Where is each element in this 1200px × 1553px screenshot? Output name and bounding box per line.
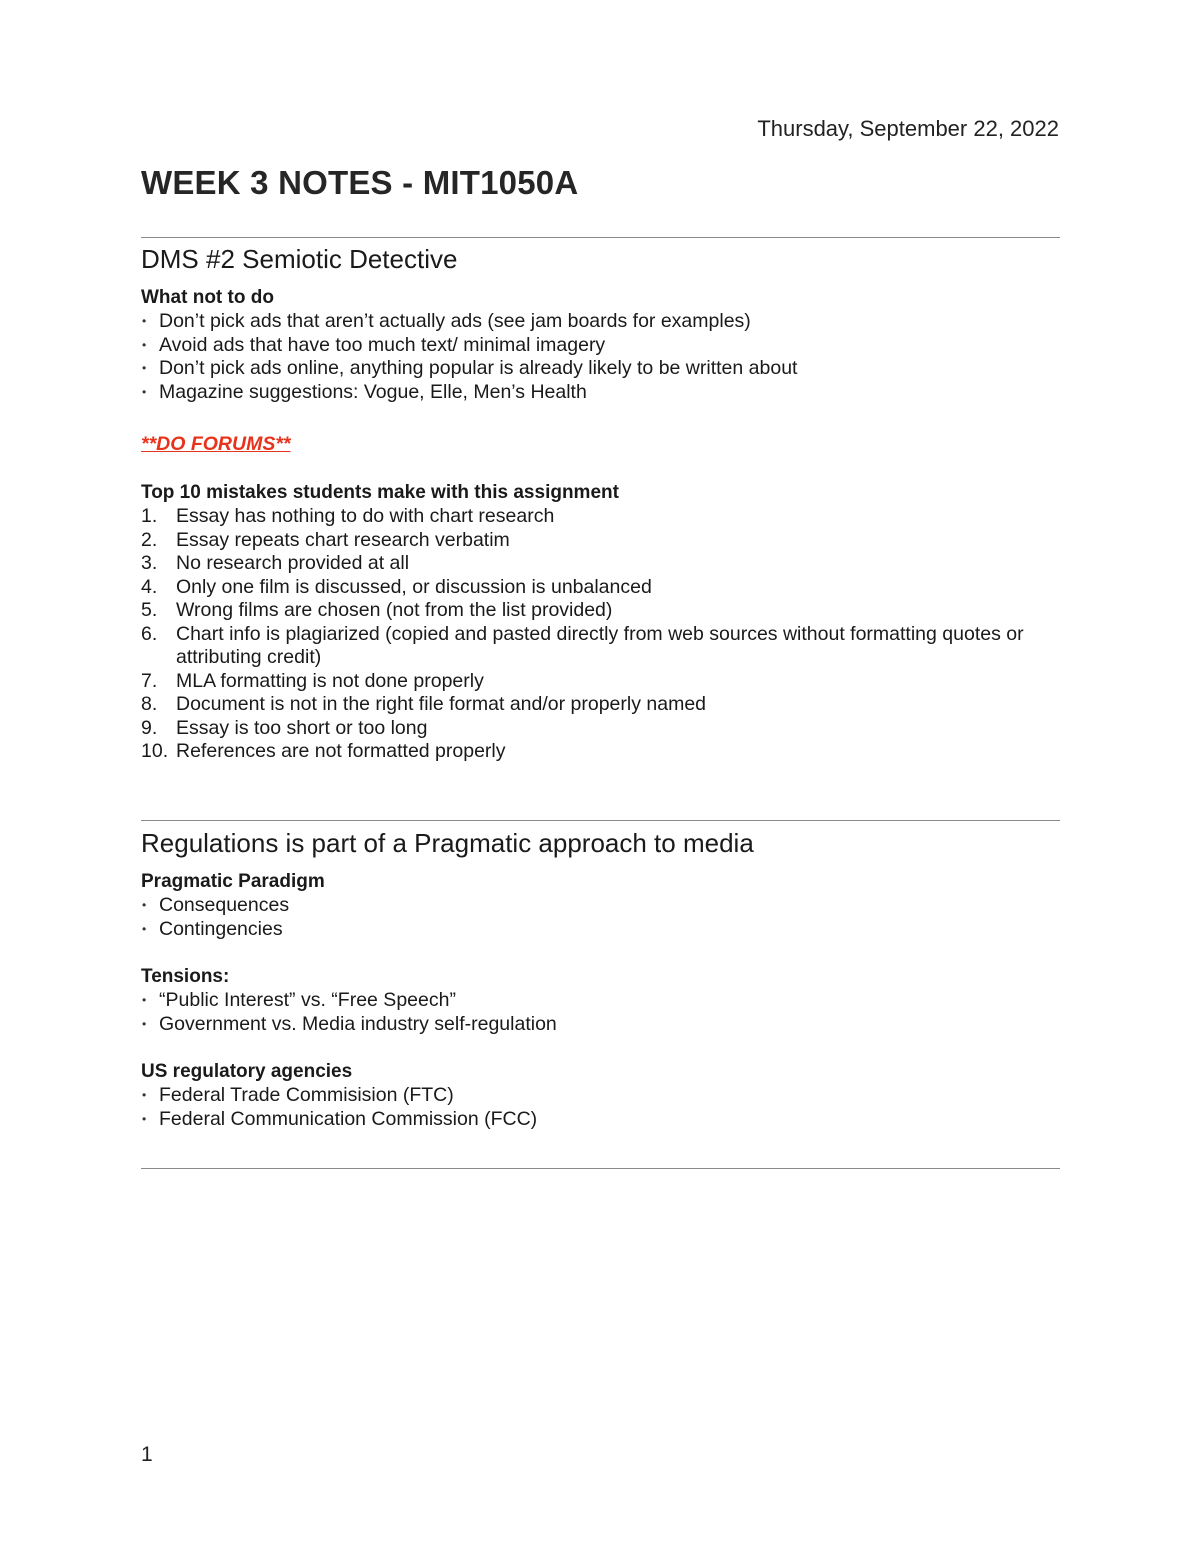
page-number: 1 bbox=[141, 1443, 153, 1466]
list-item: • Consequences bbox=[142, 894, 290, 916]
bullet-icon: • bbox=[142, 993, 147, 1007]
bullet-icon: • bbox=[142, 1088, 147, 1102]
list-item: • Government vs. Media industry self-regulation bbox=[142, 1012, 557, 1035]
paradigm-list bbox=[141, 894, 1060, 941]
what-not-heading: What not to do bbox=[141, 287, 274, 308]
list-item: • Magazine suggestions: Vogue, Elle, Men’s Health bbox=[142, 380, 587, 403]
agencies-heading: US regulatory agencies bbox=[141, 1061, 353, 1082]
bullet-icon: • bbox=[142, 921, 147, 936]
mistakes-heading: Top 10 mistakes students make with this assignment bbox=[141, 482, 619, 503]
bullet-icon: • bbox=[142, 1111, 147, 1126]
what-not-list bbox=[141, 310, 1060, 404]
agencies-list bbox=[141, 1084, 1060, 1131]
bullet-icon: • bbox=[142, 1016, 147, 1031]
page-title: WEEK 3 NOTES - MIT1050A bbox=[141, 164, 579, 201]
list-item: 5. Wrong films are chosen (not from the list provided) bbox=[141, 599, 613, 621]
tensions-heading: Tensions: bbox=[141, 966, 230, 987]
tensions-list bbox=[141, 989, 1060, 1036]
list-item: • Avoid ads that have too much text/ minimal imagery bbox=[142, 333, 606, 356]
section-heading: DMS #2 Semiotic Detective bbox=[141, 244, 458, 274]
mistakes-list bbox=[141, 505, 1060, 764]
bullet-icon: • bbox=[142, 337, 147, 352]
list-item: 1. Essay has nothing to do with chart research bbox=[141, 505, 555, 527]
list-item: • Contingencies bbox=[142, 917, 283, 940]
section-heading: Regulations is part of a Pragmatic approach to media bbox=[141, 828, 754, 858]
list-item: 9. Essay is too short or too long bbox=[141, 716, 428, 739]
note-date: Thursday, September 22, 2022 bbox=[757, 116, 1059, 141]
list-item: 8. Document is not in the right file format and/or properly named bbox=[141, 693, 707, 715]
bullet-icon: • bbox=[142, 898, 147, 912]
forums-reminder: **DO FORUMS** bbox=[141, 433, 291, 455]
divider bbox=[141, 237, 1060, 238]
section-regulations bbox=[141, 826, 1060, 1131]
list-item: 4. Only one film is discussed, or discussion is unbalanced bbox=[141, 575, 652, 598]
list-item: • “Public Interest” vs. “Free Speech” bbox=[142, 989, 456, 1011]
bullet-icon: • bbox=[142, 384, 147, 399]
list-item: • Don’t pick ads that aren’t actually ads (see jam boards for examples) bbox=[142, 310, 751, 332]
section-dms-semiotic-detective bbox=[141, 242, 1060, 764]
divider bbox=[141, 1168, 1060, 1169]
list-item: 7. MLA formatting is not done properly bbox=[141, 669, 484, 692]
list-item: • Don’t pick ads online, anything popular is already likely to be written about bbox=[142, 357, 798, 379]
bullet-icon: • bbox=[142, 314, 147, 328]
list-item: 2. Essay repeats chart research verbatim bbox=[141, 528, 510, 551]
bullet-icon: • bbox=[142, 361, 147, 375]
list-item: 6. Chart info is plagiarized (copied and pasted directly from web sources without formatting quotes or attributing credit) bbox=[141, 622, 1024, 668]
list-item: • Federal Trade Commisision (FTC) bbox=[142, 1084, 454, 1106]
list-item: 10. References are not formatted properly bbox=[141, 740, 506, 762]
paradigm-heading: Pragmatic Paradigm bbox=[141, 871, 325, 892]
divider bbox=[141, 820, 1060, 821]
list-item: • Federal Communication Commission (FCC) bbox=[142, 1107, 538, 1130]
list-item: 3. No research provided at all bbox=[141, 552, 410, 574]
